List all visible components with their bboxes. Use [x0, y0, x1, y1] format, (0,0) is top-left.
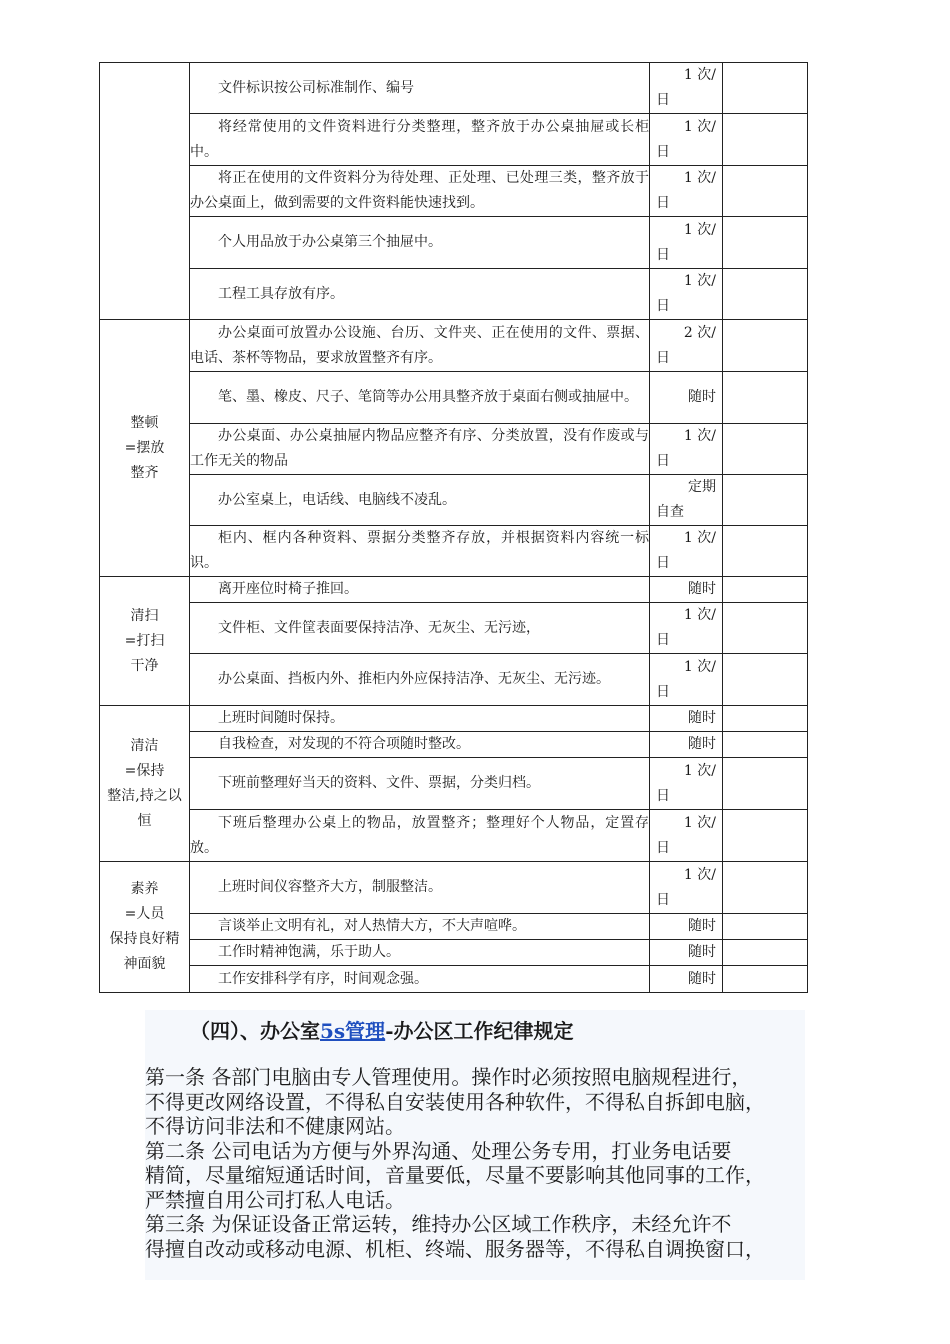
category-cell — [100, 862, 190, 993]
item-cell: 言谈举止文明有礼，对人热情大方，不大声喧哗。 — [190, 914, 650, 940]
frequency-cell — [650, 940, 723, 966]
remarks-cell — [723, 706, 808, 732]
frequency-text: 日 — [656, 143, 670, 160]
frequency-text: 1 次/ — [683, 428, 716, 444]
frequency-text: 1 次/ — [683, 658, 716, 675]
frequency-cell — [650, 166, 723, 217]
remarks-cell — [723, 372, 808, 424]
rule-line: 第二条 公司电话为方便与外界沟通、处理公务专用，打业务电话要 — [145, 1138, 732, 1163]
frequency-text: 1 次/ — [683, 221, 716, 238]
frequency-text: 日 — [656, 891, 670, 908]
frequency-text: 日 — [656, 683, 670, 700]
item-cell: 自我检查，对发现的不符合项随时整改。 — [190, 732, 650, 758]
section-heading — [190, 1018, 574, 1044]
frequency-text: 随时 — [688, 944, 716, 960]
frequency-cell — [650, 862, 723, 914]
remarks-cell — [723, 475, 808, 526]
frequency-text: 定期 — [688, 479, 716, 495]
category-label-line: 整顿 — [130, 414, 159, 431]
remarks-cell — [723, 940, 808, 966]
rule-line: 严禁擅自用公司打私人电话。 — [145, 1187, 405, 1212]
item-cell: 个人用品放于办公桌第三个抽屉中。 — [190, 217, 650, 269]
item-cell: 工作安排科学有序，时间观念强。 — [190, 966, 650, 993]
table-row — [100, 940, 808, 966]
remarks-cell — [723, 810, 808, 862]
frequency-cell — [650, 914, 723, 940]
remarks-cell — [723, 269, 808, 320]
frequency-text: 自查 — [656, 504, 684, 520]
frequency-text: 日 — [656, 298, 670, 314]
frequency-text: 日 — [656, 632, 670, 648]
category-label-line: =打扫 — [124, 632, 165, 649]
category-label-line: 保持良好精 — [109, 931, 180, 947]
rule-line: 不得访问非法和不健康网站。 — [145, 1114, 405, 1138]
frequency-text: 日 — [656, 787, 670, 804]
table-row — [100, 603, 808, 654]
frequency-cell — [650, 810, 723, 862]
frequency-cell — [650, 758, 723, 810]
remarks-cell — [723, 603, 808, 654]
remarks-cell — [723, 732, 808, 758]
item-cell: 上班时间随时保持。 — [190, 706, 650, 732]
frequency-cell — [650, 732, 723, 758]
frequency-text: 随时 — [688, 710, 716, 726]
frequency-cell — [650, 966, 723, 993]
frequency-text: 日 — [656, 555, 670, 571]
table-row — [100, 63, 808, 114]
remarks-cell — [723, 966, 808, 993]
rule-line: 第三条 为保证设备正常运转，维持办公区域工作秩序，未经允许不 — [145, 1212, 732, 1236]
table-row — [100, 475, 808, 526]
frequency-cell — [650, 475, 723, 526]
remarks-cell — [723, 114, 808, 166]
category-label-line: 神面貌 — [123, 956, 166, 972]
rule-line: 得擅自改动或移动电源、机柜、终端、服务器等，不得私自调换窗口， — [145, 1236, 765, 1261]
item-cell: 办公桌面、挡板内外、推柜内外应保持洁净、无灰尘、无污迹。 — [190, 654, 650, 706]
item-cell: 下班前整理好当天的资料、文件、票据，分类归档。 — [190, 758, 650, 810]
table-row — [100, 577, 808, 603]
frequency-text: 随时 — [688, 736, 716, 752]
frequency-text: 1 次/ — [683, 118, 716, 135]
remarks-cell — [723, 320, 808, 372]
frequency-text: 日 — [656, 92, 670, 108]
item-cell: 办公桌面可放置办公设施、台历、文件夹、正在使用的文件、票据、电话、茶杯等物品，要求放置整齐有序。 — [190, 320, 650, 372]
category-cell — [100, 63, 190, 320]
table-row — [100, 166, 808, 217]
frequency-cell — [650, 320, 723, 372]
table-row — [100, 706, 808, 732]
discipline-rules-section — [145, 1010, 805, 1280]
item-cell: 将正在使用的文件资料分为待处理、正处理、已处理三类，整齐放于办公桌面上，做到需要的文件资料能快速找到。 — [190, 166, 650, 217]
frequency-text: 1 次/ — [683, 814, 716, 831]
table-row — [100, 217, 808, 269]
category-label-line: 清扫 — [130, 607, 159, 624]
rule-line: 不得更改网络设置，不得私自安装使用各种软件，不得私自拆卸电脑， — [145, 1089, 765, 1114]
frequency-text: 2 次/ — [683, 324, 716, 341]
table-row — [100, 966, 808, 993]
item-cell: 将经常使用的文件资料进行分类整理，整齐放于办公桌抽屉或长柜中。 — [190, 114, 650, 166]
frequency-text: 1 次/ — [683, 170, 716, 186]
item-cell: 工程工具存放有序。 — [190, 269, 650, 320]
frequency-cell — [650, 706, 723, 732]
table-row — [100, 914, 808, 940]
table-row — [100, 372, 808, 424]
remarks-cell — [723, 577, 808, 603]
remarks-cell — [723, 63, 808, 114]
remarks-cell — [723, 862, 808, 914]
frequency-text: 日 — [656, 246, 670, 263]
item-cell: 办公桌面、办公桌抽屉内物品应整齐有序、分类放置，没有作废或与工作无关的物品 — [190, 424, 650, 475]
table-row — [100, 758, 808, 810]
item-cell: 下班后整理办公桌上的物品，放置整齐；整理好个人物品，定置存放。 — [190, 810, 650, 862]
rule-line: 第一条 各部门电脑由专人管理使用。操作时必须按照电脑规程进行， — [145, 1065, 752, 1089]
item-cell: 上班时间仪容整齐大方，制服整洁。 — [190, 862, 650, 914]
table-row — [100, 114, 808, 166]
frequency-cell — [650, 424, 723, 475]
frequency-text: 日 — [656, 839, 670, 856]
item-cell: 笔、墨、橡皮、尺子、笔筒等办公用具整齐放于桌面右侧或抽屉中。 — [190, 372, 650, 424]
table-row — [100, 320, 808, 372]
remarks-cell — [723, 654, 808, 706]
frequency-text: 1 次/ — [683, 866, 716, 883]
remarks-cell — [723, 526, 808, 577]
remarks-cell — [723, 217, 808, 269]
remarks-cell — [723, 914, 808, 940]
item-cell: 文件标识按公司标准制作、编号 — [190, 63, 650, 114]
remarks-cell — [723, 424, 808, 475]
category-label-line: 素养 — [130, 881, 159, 897]
table-row — [100, 269, 808, 320]
frequency-text: 1 次/ — [683, 607, 716, 623]
remarks-cell — [723, 758, 808, 810]
category-label-line: 干净 — [130, 657, 159, 674]
table-row — [100, 654, 808, 706]
rule-line: 精简，尽量缩短通话时间，音量要低，尽量不要影响其他同事的工作， — [145, 1163, 765, 1187]
category-cell — [100, 577, 190, 706]
frequency-cell — [650, 269, 723, 320]
category-label-line: 整齐 — [130, 464, 159, 481]
frequency-text: 1 次/ — [683, 273, 716, 289]
5s-management-link[interactable]: 5s管理 — [320, 1019, 386, 1043]
frequency-cell — [650, 603, 723, 654]
frequency-text: 日 — [656, 349, 670, 366]
category-cell — [100, 320, 190, 577]
frequency-cell — [650, 217, 723, 269]
frequency-cell — [650, 654, 723, 706]
remarks-cell — [723, 166, 808, 217]
frequency-cell — [650, 577, 723, 603]
frequency-text: 随时 — [688, 918, 716, 934]
frequency-text: 1 次/ — [683, 762, 716, 779]
frequency-cell — [650, 526, 723, 577]
frequency-text: 1 次/ — [683, 530, 716, 546]
frequency-text: 随时 — [688, 389, 716, 405]
heading-suffix: -办公区工作纪律规定 — [385, 1019, 574, 1043]
category-label-line: =人员 — [124, 906, 165, 922]
frequency-cell — [650, 63, 723, 114]
item-cell: 工作时精神饱满，乐于助人。 — [190, 940, 650, 966]
category-label-line: 恒 — [137, 812, 152, 829]
frequency-text: 随时 — [688, 581, 716, 597]
table-row — [100, 732, 808, 758]
category-label-line: 清洁 — [130, 737, 159, 754]
category-label-line: =保持 — [124, 762, 165, 779]
frequency-text: 1 次/ — [683, 67, 716, 83]
heading-prefix: （四）、办公室 — [190, 1019, 320, 1043]
frequency-text: 日 — [656, 453, 670, 469]
category-label-line: 整洁,持之以 — [107, 787, 182, 804]
table-row — [100, 810, 808, 862]
item-cell: 离开座位时椅子推回。 — [190, 577, 650, 603]
5s-standards-table — [99, 62, 808, 993]
frequency-text: 日 — [656, 195, 670, 211]
frequency-cell — [650, 372, 723, 424]
frequency-text: 随时 — [688, 970, 716, 987]
item-cell: 办公室桌上，电话线、电脑线不凌乱。 — [190, 475, 650, 526]
table-row — [100, 424, 808, 475]
table-row — [100, 526, 808, 577]
table-row — [100, 862, 808, 914]
item-cell: 柜内、框内各种资料、票据分类整齐存放，并根据资料内容统一标识。 — [190, 526, 650, 577]
frequency-cell — [650, 114, 723, 166]
category-cell — [100, 706, 190, 862]
category-label-line: =摆放 — [124, 439, 165, 456]
item-cell: 文件柜、文件筐表面要保持洁净、无灰尘、无污迹， — [190, 603, 650, 654]
